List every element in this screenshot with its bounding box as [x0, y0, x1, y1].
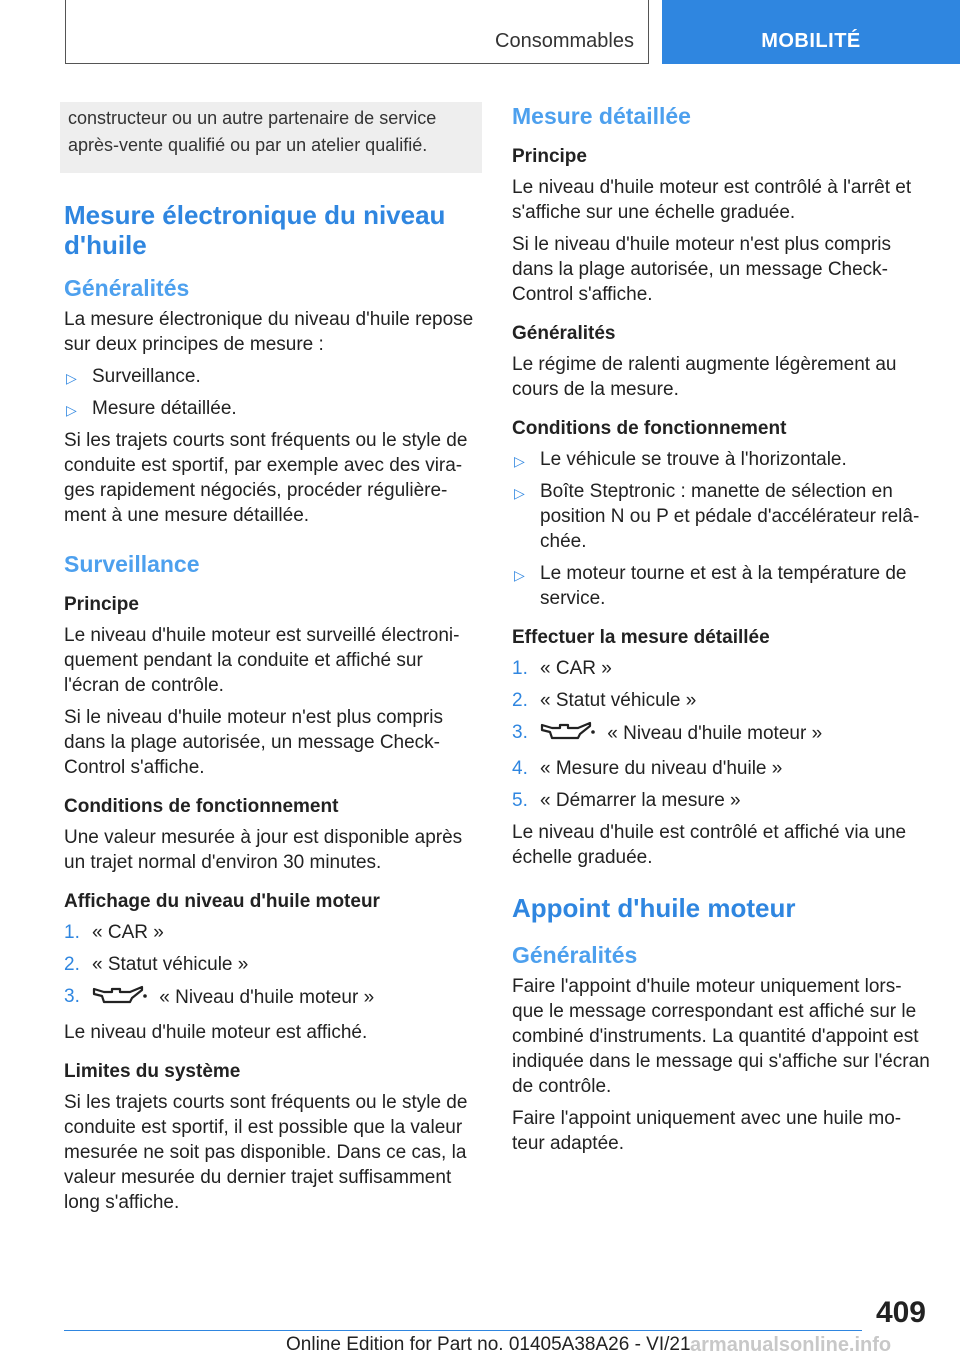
- list-item: 1. « CAR »: [64, 922, 164, 943]
- triangle-right-icon: ▷: [66, 402, 77, 418]
- mesure-result: Le niveau d'huile est contrôlé et affiché via une échelle graduée.: [512, 822, 907, 868]
- list-item: 3. « Niveau d'huile moteur »: [512, 720, 930, 749]
- surveillance-principe-p2: Si le niveau d'huile moteur n'est plus compris dans la plage autorisée, un message Check- Control s'affiche.: [64, 707, 443, 778]
- oil-can-icon: [540, 720, 596, 749]
- triangle-right-icon: ▷: [514, 567, 525, 583]
- limites-text: Si les trajets courts sont fréquents ou le style de conduite est sportif, il est possible que la valeur mesurée ne soit pas disponible. Dans ce cas, la valeur mesurée du dernier trajet suffisamment long s'affiche.: [64, 1092, 468, 1213]
- heading-generalites: Généralités: [512, 942, 638, 968]
- heading-mesure-detaillee: Mesure détaillée: [512, 103, 691, 129]
- heading-affichage: Affichage du niveau d'huile moteur: [64, 891, 380, 912]
- mesure-principe-p2: Si le niveau d'huile moteur n'est plus compris dans la plage autorisée, un message Check- Control s'affiche.: [512, 234, 891, 305]
- list-item: ▷ Le véhicule se trouve à l'horizontale.: [512, 447, 930, 472]
- surveillance-principe-p1: Le niveau d'huile moteur est surveillé électroni- quement pendant la conduite et affiché sur l'écran de contrôle.: [64, 625, 460, 696]
- list-item: 3. « Niveau d'huile moteur »: [64, 984, 482, 1013]
- chapter-tab: MOBILITÉ: [662, 0, 960, 64]
- list-item: 4. « Mesure du niveau d'huile »: [512, 758, 783, 779]
- list-item: ▷ Surveillance.: [64, 364, 482, 389]
- header-section-box: [65, 0, 649, 64]
- left-column: [64, 102, 482, 1215]
- list-item: 5. « Démarrer la mesure »: [512, 790, 741, 811]
- triangle-right-icon: ▷: [66, 370, 77, 386]
- heading-principe: Principe: [64, 594, 139, 615]
- list-item: ▷ Boîte Steptronic : manette de sélection en position N ou P et pédale d'accélérateur relâ- chée.: [514, 481, 920, 552]
- heading-effectuer: Effectuer la mesure détaillée: [512, 627, 770, 648]
- effectuer-steps: [512, 656, 930, 813]
- triangle-right-icon: ▷: [514, 453, 525, 469]
- watermark: armanualsonline.info: [690, 1334, 892, 1356]
- edition-text: Online Edition for Part no. 01405A38A26 - VI/21: [286, 1334, 691, 1355]
- heading-generalites: Généralités: [512, 323, 616, 344]
- continued-note: constructeur ou un autre partenaire de service après-vente qualifié ou par un atelier qualifié.: [60, 102, 482, 173]
- section-title-mesure-electronique: Mesure électronique du niveau d'huile: [64, 200, 446, 260]
- heading-generalites: Généralités: [64, 275, 190, 301]
- conditions-list: [512, 447, 930, 611]
- page-number: 409: [875, 1296, 926, 1329]
- surveillance-conditions-text: Une valeur mesurée à jour est disponible après un trajet normal d'environ 30 minutes.: [64, 827, 463, 873]
- heading-limites: Limites du système: [64, 1061, 241, 1082]
- section-title: Consommables: [495, 30, 634, 52]
- appoint-p1: Faire l'appoint d'huile moteur uniquement lors- que le message correspondant est affiché sur le combiné d'instruments. La quantité d'appoint est indiquée dans le message qui s'affiche sur l'écran de contrôle.: [512, 976, 930, 1097]
- footer-divider: [64, 1330, 862, 1331]
- list-item: 2. « Statut véhicule »: [512, 690, 697, 711]
- heading-conditions: Conditions de fonctionnement: [64, 796, 339, 817]
- page-header: [0, 0, 960, 66]
- list-item: ▷ Mesure détaillée.: [64, 396, 482, 421]
- appoint-p2: Faire l'appoint uniquement avec une huile mo- teur adaptée.: [512, 1108, 902, 1154]
- mesure-principe-p1: Le niveau d'huile moteur est contrôlé à l'arrêt et s'affiche sur une échelle graduée.: [512, 177, 912, 223]
- affichage-steps: [64, 920, 482, 1013]
- heading-principe: Principe: [512, 146, 587, 167]
- right-column: [512, 102, 930, 1156]
- generalites-text: Si les trajets courts sont fréquents ou le style de conduite est sportif, par exemple avec des vira- ges rapidement négociés, procéder régulière- ment à une mesure détaillée.: [64, 430, 468, 526]
- section-title-appoint: Appoint d'huile moteur: [512, 893, 796, 923]
- list-item: ▷ Le moteur tourne et est à la température de service.: [514, 563, 907, 609]
- principles-list: [64, 364, 482, 421]
- oil-can-icon: [92, 984, 148, 1013]
- affichage-result: Le niveau d'huile moteur est affiché.: [64, 1022, 368, 1043]
- heading-surveillance: Surveillance: [64, 551, 200, 577]
- mesure-generalites-text: Le régime de ralenti augmente légèrement au cours de la mesure.: [512, 354, 897, 400]
- triangle-right-icon: ▷: [514, 485, 525, 501]
- list-item: 1. « CAR »: [512, 658, 612, 679]
- generalites-intro: La mesure électronique du niveau d'huile repose sur deux principes de mesure :: [64, 309, 474, 355]
- list-item: 2. « Statut véhicule »: [64, 954, 249, 975]
- heading-conditions: Conditions de fonctionnement: [512, 418, 787, 439]
